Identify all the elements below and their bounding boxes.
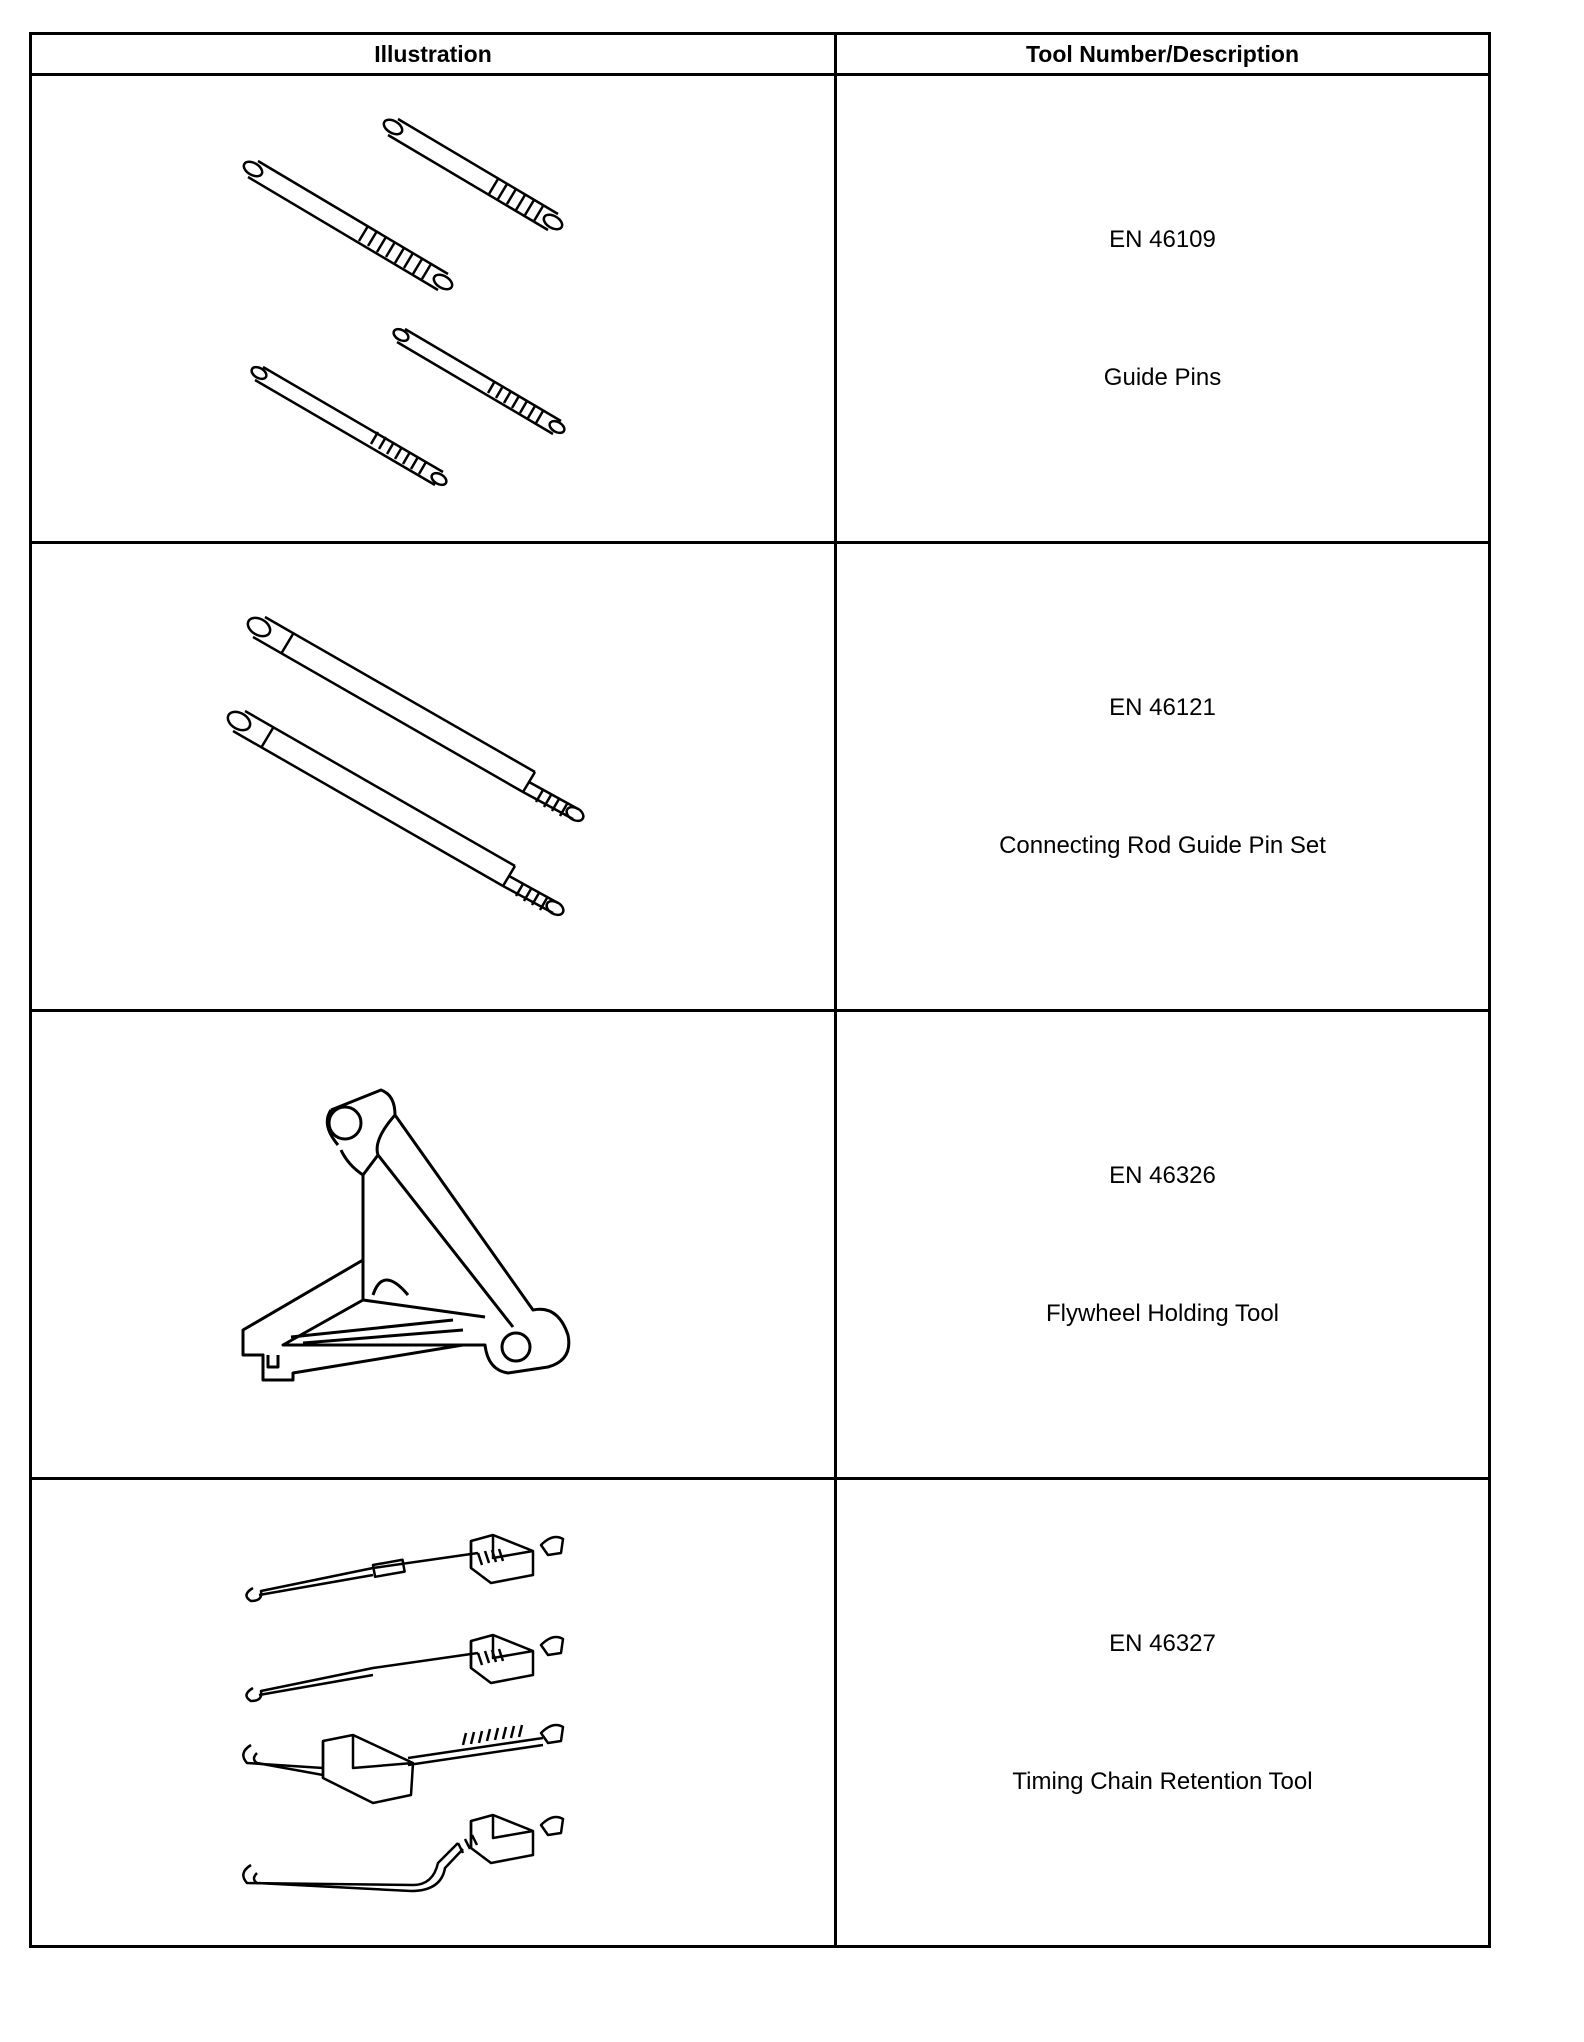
guide-pins-icon bbox=[223, 99, 643, 519]
timing-chain-retention-tool-icon bbox=[223, 1513, 643, 1913]
illustration-cell bbox=[31, 1011, 836, 1479]
illustration-cell bbox=[31, 543, 836, 1011]
tool-cell bbox=[836, 1011, 1490, 1479]
tool-number-description-header: Tool Number/Description bbox=[836, 34, 1490, 75]
tool-number: EN 46109 bbox=[1109, 225, 1216, 253]
tool-table bbox=[29, 32, 1491, 1948]
table-row bbox=[31, 1011, 1490, 1479]
tool-description: Connecting Rod Guide Pin Set bbox=[999, 831, 1326, 859]
table-row bbox=[31, 75, 1490, 543]
flywheel-holding-tool-icon bbox=[223, 1055, 643, 1435]
tool-description: Flywheel Holding Tool bbox=[1045, 1299, 1279, 1327]
illustration-header: Illustration bbox=[31, 34, 836, 75]
table-row bbox=[31, 543, 1490, 1011]
tool-description: Guide Pins bbox=[1103, 363, 1222, 391]
tool-number: EN 46326 bbox=[1109, 1161, 1216, 1189]
tool-cell bbox=[836, 1479, 1490, 1947]
tool-number: EN 46327 bbox=[1109, 1629, 1216, 1657]
tool-cell bbox=[836, 75, 1490, 543]
tool-number: EN 46121 bbox=[1109, 693, 1216, 721]
tool-cell bbox=[836, 543, 1490, 1011]
connecting-rod-guide-pin-set-icon bbox=[223, 587, 643, 967]
table-row bbox=[31, 1479, 1490, 1947]
illustration-cell bbox=[31, 1479, 836, 1947]
tool-description: Timing Chain Retention Tool bbox=[1012, 1767, 1313, 1795]
table-header-row bbox=[31, 34, 1490, 75]
illustration-cell bbox=[31, 75, 836, 543]
